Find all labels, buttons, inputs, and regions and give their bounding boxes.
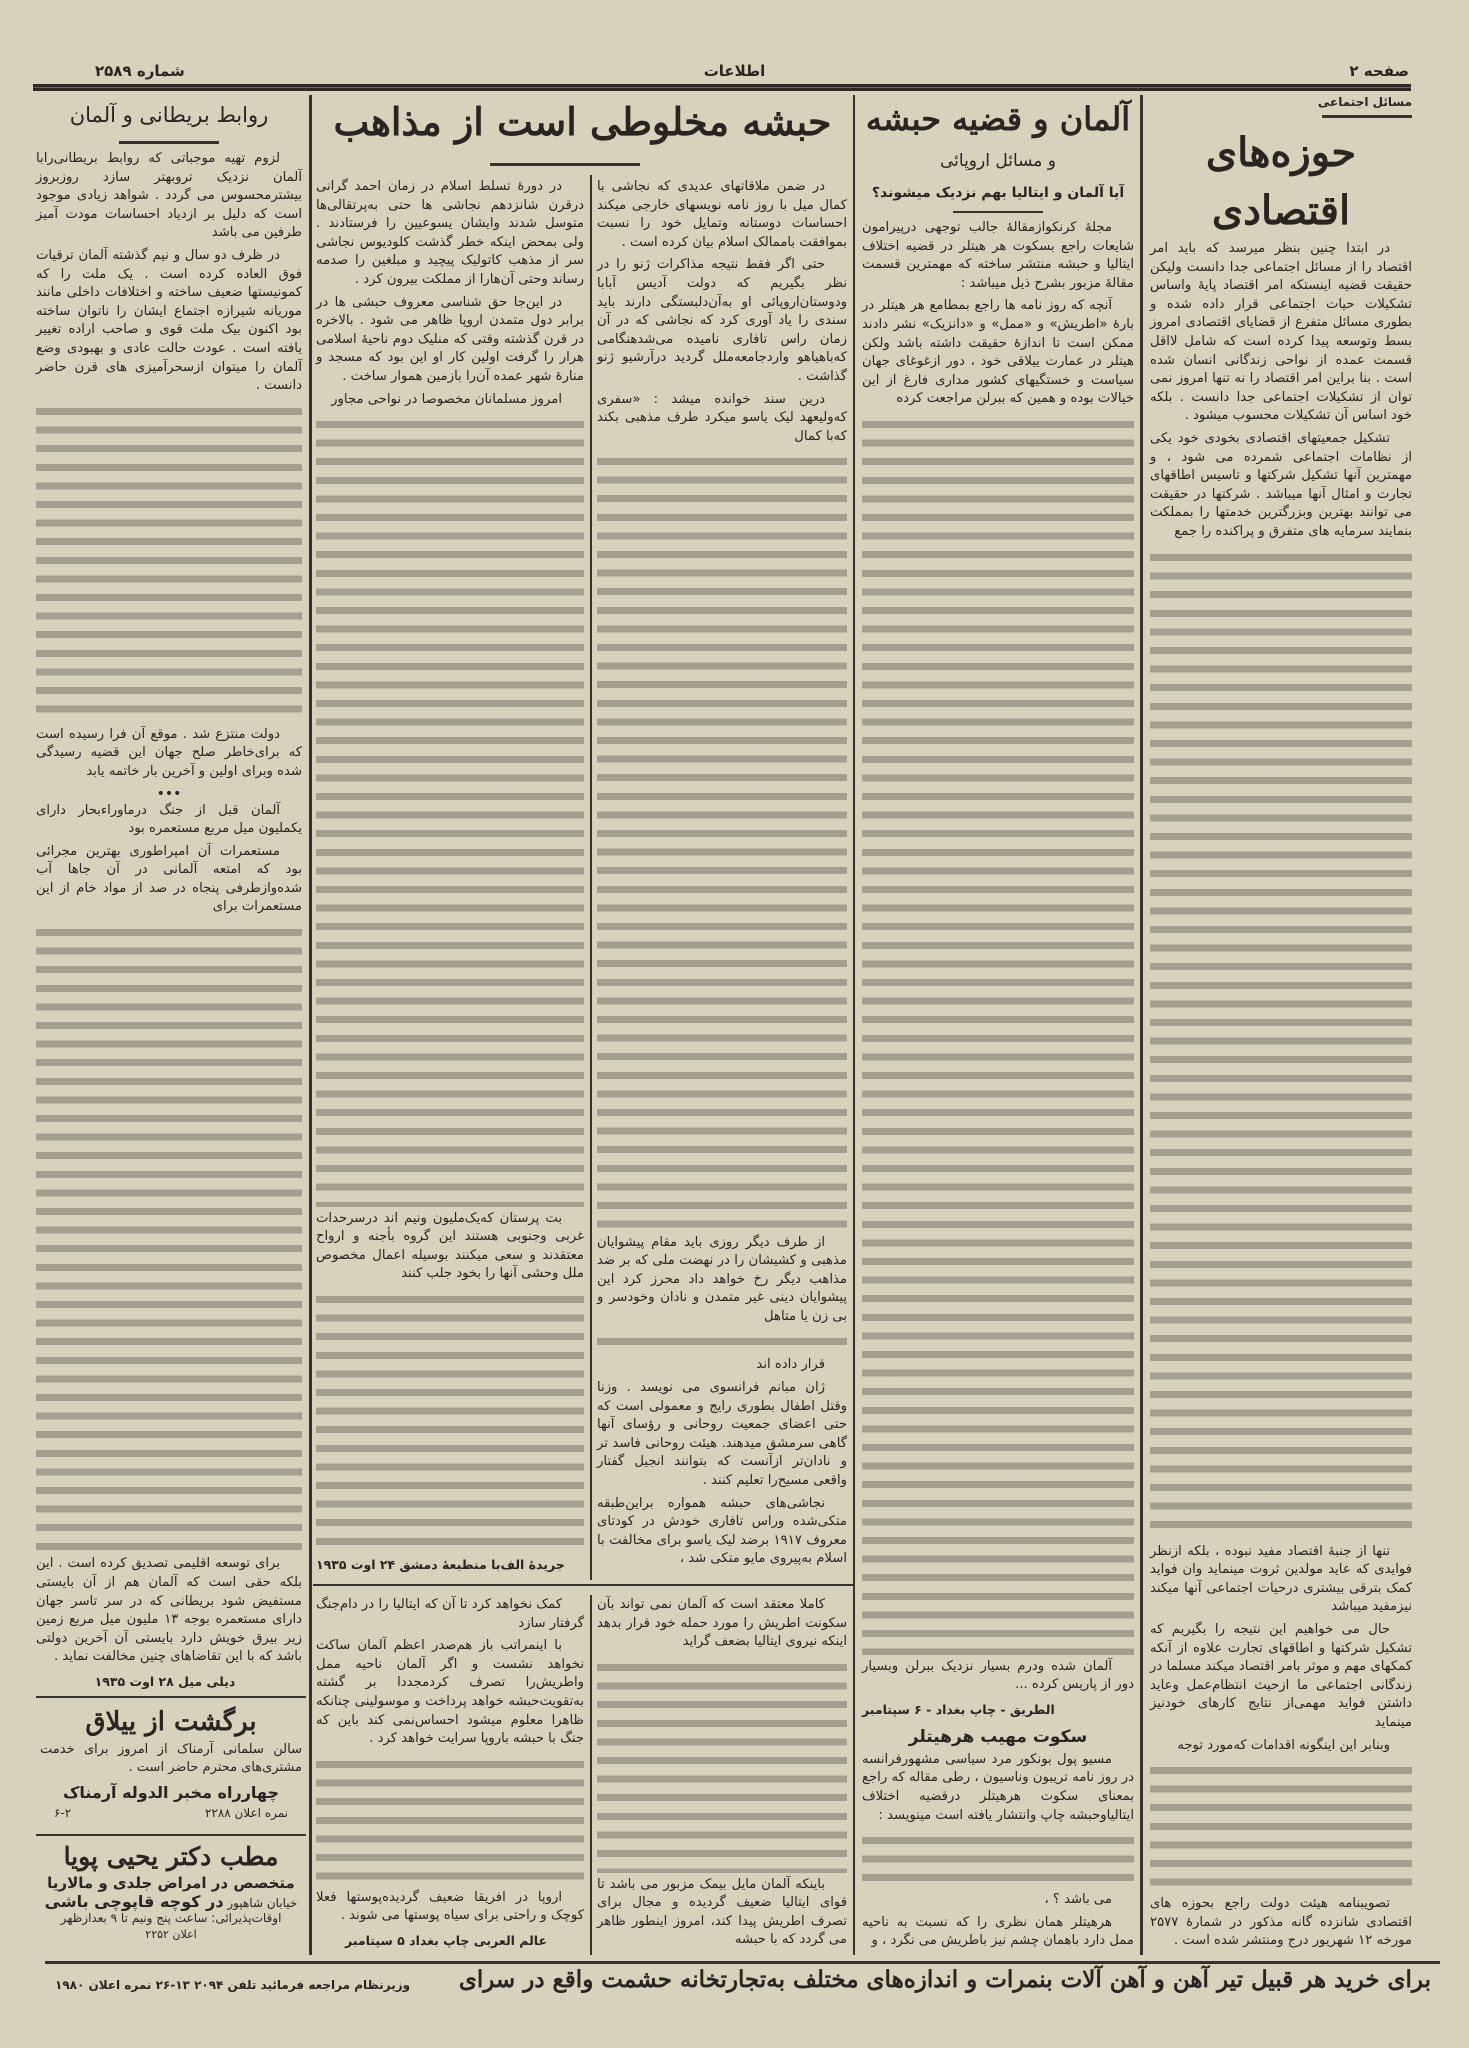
- paragraph: در این‌جا حق شناسی معروف حبشی ها در برابر دول متمدن اروپا ظاهر می شود . بالاخره در قرن گذشته وقتی که منلیک دوم ناحیهٔ اسلامی هرار را گرفت اولین کار او این بود که مسجد و منارهٔ شهر عمده آن‌را بازمین هموار ساخت .: [316, 294, 584, 384]
- headline: روابط بریطانی و آلمان: [69, 103, 269, 127]
- column-divider: [590, 1595, 592, 1955]
- paragraph: می باشد ؟ ،: [1044, 1892, 1112, 1908]
- paragraph: آلمان قبل از جنگ درماوراء‌بحار دارای یکملیون میل مربع مستعمره بود: [36, 802, 302, 837]
- article-britain-germany: [36, 95, 302, 1695]
- headline: آلمان و قضیه حبشه: [865, 100, 1131, 138]
- question-headline: آیا آلمان و ایتالیا بهم نزدیک میشوند؟: [871, 185, 1125, 201]
- ad-run: ۶-۲: [54, 1806, 72, 1820]
- article-economic-zones: [1150, 95, 1412, 1955]
- ad-street: خیابان شاهپور: [227, 1896, 298, 1910]
- illegible-text: [36, 403, 302, 723]
- footer-ad-main: برای خرید هر قبیل تیر آهن و آهن آلات بنمرات و اندازه‌های مختلف به‌تجارتخانه حشمت واقع در سرای: [458, 1966, 1431, 1993]
- subheadline: و مسائل اروپائی: [939, 151, 1057, 171]
- issue-number: شماره ۲۵۸۹: [95, 62, 185, 80]
- paragraph: مسیو پول بونکور مرد سیاسی مشهورفرانسه در روز نامه تریبون وناسیون ، رطی مقاله که راجع بمعنای سکوت هرهیتلر درقضیه اختلاف ایتالیاوحبشه چاپ وانتشار یافته است مینویسد :: [862, 1751, 1134, 1823]
- article-abyssinia-left-column: [316, 178, 584, 1578]
- headline: حوزه‌های اقتصادی: [1205, 129, 1357, 234]
- paragraph: وبنابر این اینگونه اقدامات که‌مورد توجه: [1177, 1737, 1390, 1753]
- paragraph: دولت منتزع شد . موقع آن فرا رسیده است که برای‌خاطر صلح جهان این قضیه رسیدگی شده وبرای اولین و آخرین بار خاتمه یابد: [36, 726, 302, 779]
- illegible-text: [316, 1291, 584, 1551]
- footer-rule: [45, 1961, 1440, 1964]
- paragraph: تنها از جنبهٔ اقتصاد مفید نبوده ، بلکه ازنظر فوایدی که عاید مولدین ثروت مینماید وان فواید کمک بترقی بیشتری درحیات اجتماعی آنها میکند نیزمفید میباشد: [1150, 1543, 1412, 1615]
- paragraph: با اینمراتب باز هم‌صدر اعظم آلمان ساکت نخواهد نشست و اگر آلمان ناحیه ممل واطریش‌را تصرف کردمجددا بر گشته به‌تقویت‌حبشه خواهد پرداخت و موسولینی چنانکه ظاهرا معلوم میشود احساس‌نمی کند باین که جنگ با حبشه باروپا سرایت خواهد کرد .: [316, 1638, 584, 1747]
- article-end-rule: [313, 1584, 853, 1586]
- paragraph: در دورهٔ تسلط اسلام در زمان احمد گرانی درقرن شانزدهم نجاشی ها حتی به‌پرتقالی‌ها متوسل شدند وایشان یسوعیین را فرستادند . ولی بمحض اینکه خطر گذشت کلودیوس نجاشی سر از مذهب کاتولیک پیچید و مبلغین را صدمه رساند وحتی آن‌هارا از مملکت بیرون کرد .: [316, 179, 584, 287]
- paragraph: ژان مبانم فرانسوی می نویسد . وزنا وقتل اطفال بطوری رایج و معمولی است که حتی اعضای جمعیت روحانی و رؤسای آنها گاهی سرمشق میدهند. هیئت روحانی فاسد تر و نادان‌تر ازآنست که بتوانند انجیل گفتار واقعی مسیح‌را تعلیم کنند .: [597, 1380, 847, 1489]
- subheadline: سکوت مهیب هرهیتلر: [908, 1726, 1088, 1747]
- paragraph: درین سند خوانده میشد : «سفری که‌ولیعهد لیک یاسو میکرد طرف مذهبی بکند که‌با کمال: [597, 391, 847, 444]
- illegible-text: [1150, 549, 1412, 1540]
- paragraph: کمک نخواهد کرد تا آن که ایتالیا را در دام‌جنگ گرفتار سازد: [316, 1597, 584, 1631]
- paragraph: نجاشی‌های حبشه همواره براین‌طبقه متکی‌شده وراس تافاری خودش در کودتای معروف ۱۹۱۷ برضد لیک یاسو برای مخالفت با اسلام به‌پیروی مایو متکی شد ،: [597, 1495, 847, 1567]
- illegible-text: [36, 924, 302, 1552]
- continuation-right-column: [597, 1596, 847, 1954]
- column-divider: [853, 95, 855, 1955]
- newspaper-name: اطلاعات: [703, 62, 766, 80]
- paragraph: آلمان شده ودرم بسیار نزدیک ببرلن وبسیار دور از پاریس کرده ...: [862, 1658, 1134, 1693]
- paragraph: مجلهٔ کرنکوازمقالهٔ جالب توجهی درپیرامون شایعات راجع بسکوت هر هیتلر در قضیه اختلاف ایتالیا و حبشه منتشر ساخته که مهمترین قسمت مقالهٔ مزبور بشرح ذیل میباشد :: [862, 220, 1134, 291]
- source-line: دیلی میل ۲۸ اوت ۱۹۳۵: [94, 1674, 236, 1689]
- column-divider: [1140, 95, 1143, 1955]
- rule: [953, 211, 1043, 213]
- rule: [490, 163, 640, 166]
- illegible-text: [862, 416, 1134, 1655]
- masthead-rule: [33, 84, 1411, 91]
- rule: [1322, 115, 1412, 118]
- paragraph: آنچه که روز نامه ها راجع بمطامع هر هیتلر در بارهٔ «اطریش» و «ممل» و «دانزیک» نشر دادند ممکن است تا اندازهٔ حقیقت داشته باشد ولکن هیتلر در عمارت ییلاقی خود ، دور ازغوغای جهان سیاست و خستگیهای کشور مداری فارغ از این خیالات بوده و همین که ببرلن مراجعت کرده: [862, 298, 1134, 407]
- rule: [36, 1834, 306, 1836]
- illegible-text: [597, 453, 847, 1230]
- paragraph: از طرف دیگر روزی باید مقام پیشوایان مذهبی و کشیشان را در نهضت ملی که بر ضد مذاهب دیگر رخ خواهد داد محرز کرد این پیشوایان دینی غیر متمدن و نادان وخودسر و بی زن یا متاهل: [597, 1234, 847, 1324]
- rule: [36, 1696, 306, 1698]
- paragraph: اروپا در افریقا ضعیف گردیده‌پوستها فعلا کوچک و راحتی برای سیاه پوستها می شوند .: [316, 1889, 584, 1924]
- ad-number: نمره اعلان ۲۲۸۸: [204, 1806, 288, 1820]
- illegible-text: [597, 1333, 847, 1353]
- footer-ad-small: وزیرنظام مراجعه فرمائید تلفن ۲۰۹۴ ۱۳-۲۶ نمره اعلان ۱۹۸۰: [55, 1978, 411, 1992]
- source-line: عالم العربی چاپ بغداد ۵ سپتامبر: [344, 1933, 548, 1948]
- paragraph: هرهیتلر همان نظری را که نسبت به ناحیه ممل دارد باهمان چشم نیز باطریش می نگرد ، و: [862, 1914, 1134, 1949]
- ad-title: برگشت از ییلاق: [85, 1707, 257, 1737]
- ad-barber: [40, 1703, 302, 1828]
- source-line: الطریق - چاپ بغداد - ۶ سپتامبر: [862, 1701, 1055, 1717]
- paragraph: در ابتدا چنین بنظر میرسد که باید امر اقتصاد را از مسائل اجتماعی جدا دانست ولیکن حقیقت قضیه اینستکه امر اقتصاد پایهٔ واساس تشکیلات حیات اجتماعی قرار داده شده و بطوری مسائل متفرع از قضایای اقتصادی امروز بسط وتوسعه پیدا کرده است که شامل لااقل قسمت عمده از نواحی زندگانی انسان شده است . بنا براین امر اقتصاد را نه تنها امروز نمی توان از تشکیلات اجتماعی جدا دانست . بلکه خود اساس آن تشکیلات محسوب میشود .: [1150, 241, 1412, 424]
- ad-number: اعلان ۲۲۵۲: [145, 1928, 197, 1941]
- paragraph: کاملا معتقد است که آلمان نمی تواند بآن سکونت اطریش را مورد حمله خود قرار بدهد اینکه نیروی ایتالیا بضعف گراید: [597, 1597, 847, 1650]
- source-line: جریدهٔ الف‌با منطبعهٔ دمشق ۲۴ اوت ۱۹۳۵: [316, 1557, 565, 1572]
- ad-specialty: متخصص در امراض جلدی و مالاریا: [47, 1874, 295, 1892]
- page-number: صفحه ۲: [1349, 62, 1409, 80]
- paragraph: امروز مسلمانان مخصوصا در نواحی مجاور: [331, 391, 562, 407]
- paragraph: مستعمرات آن امپراطوری بهترین مجرائی بود که امتعه آلمانی در آن جاها آب شده‌وازطرفی پنجاه در صد از مواد خام از این مستعمرات برای: [36, 843, 302, 915]
- continuation-left-column: [316, 1596, 584, 1954]
- illegible-text: [597, 1659, 847, 1873]
- paragraph: قرار داده اند: [756, 1357, 825, 1373]
- illegible-text: [316, 416, 584, 1207]
- paragraph: در ضمن ملاقاتهای عدیدی که نجاشی با کمال میل با روز نامه نویسهای خارجی میکند احساسات دوستانه وتمایل خود را نسبت بموافقت باممالک اسلام بیان کرده است .: [597, 179, 847, 250]
- ad-title: مطب دکتر یحیی پویا: [63, 1842, 279, 1871]
- paragraph: حتی اگر فقط نتیجه مذاکرات ژنو را در نظر بگیریم که دولت آدیس آبابا ودوستان‌اروپائی او به‌آن‌دلبستگی دارند باید سندی را یاد آوری کرد که نجاشی که در آن زمان راس تافاری نامیده می‌شدهنگامی که‌باهیاهو واردجامعه‌ملل گردید درآرشیو ژنو گذاشت .: [597, 257, 847, 384]
- article-abyssinia-right-column: [597, 178, 847, 1573]
- paragraph: برای توسعه اقلیمی تصدیق کرده است . این بلکه حقی است که آلمان هم از آن بایستی مستفیض شود بریطانی که در سر تاسر جهان دارای مستعمره بوجه ۱۳ ملیون میل مربع زمین زیر بیرق خویش دارد بایستی آن آخرین دولتی باشد که با این تقاضاهای چنین مخالفت نماید .: [36, 1556, 303, 1665]
- paragraph: باینکه آلمان مایل بیمک مزبور می باشد تا قوای ایتالیا ضعیف گردیده و مجال برای تصرف اطریش پیدا کند، امروز اینطور ظاهر می گردد که با حبشه: [597, 1876, 847, 1948]
- illegible-text: [316, 1756, 584, 1886]
- rule: [119, 141, 219, 144]
- illegible-text: [1150, 1762, 1412, 1892]
- paragraph: حال می خواهیم این نتیجه را بگیریم که تشکیل شرکتها و اطاقهای تجارت علاوه از آنکه کمکهای مهم و موثر بامر اقتصاد میکند مسلما در زندگانی اجتماعی ما ازحیث انتظام‌عمل وعاید داشتن فواید مهمی‌از نتایج کارهای خودنیز مینماید: [1150, 1622, 1412, 1731]
- ad-hours: اوقات‌پذیرائی: ساعت پنج ونیم تا ۹ بعدازظهر: [60, 1911, 282, 1925]
- column-divider: [590, 175, 592, 1580]
- ad-doctor: [40, 1840, 302, 1955]
- paragraph: در ظرف دو سال و نیم گذشته آلمان ترقیات فوق العاده کرده است . یک ملت را که کمونیستها ضعیف ساخته و اختلافات داخلی مانند موریانه شیرازه اجتماع ایشان را ناتوان ساخته بود اکنون بیک ملت قوی و صاحب اراده تغییر یافته است . عودت حالت عادی و بهبودی وضع آلمان را میتوان ازسحرآمیزی های قرن حاضر دانست .: [36, 247, 302, 394]
- paragraph: لزوم تهیه موجباتی که روابط بریطانی‌رابا آلمان نزدیک تروبهتر سازد روزبروز بیشترمحسوس می گردد . شواهد زیادی موجود است که دلیل بر ازدیاد احساسات مودت آمیز طرفین می باشد: [36, 151, 302, 241]
- section-kicker: مسائل اجتماعی: [1317, 95, 1412, 109]
- column-divider: [309, 95, 312, 1955]
- ad-body: سالن سلمانی آرمناک از امروز برای خدمت مشتری‌های محترم حاضر است .: [40, 1742, 302, 1775]
- paragraph: تشکیل جمعیتهای اقتصادی بخودی خود یکی از نظامات اجتماعی شمرده می شود ، و مهمترین آنها تشکیل شرکتها و تاسیس اطاقهای تجارت و امثال آنها میباشد . شرکتها در حقیقت می توانند بهترین وبزرگترین خدمتها را بمملکت بنمایند سرمایه های متفرق و پراکنده را جمع: [1150, 430, 1412, 539]
- illegible-text: [862, 1832, 1134, 1888]
- ad-address: در کوچه قاپوچی باشی: [44, 1892, 224, 1911]
- separator: •••: [156, 785, 182, 802]
- ad-address: چهارراه مخبر الدوله آرمناک: [63, 1783, 279, 1802]
- paragraph: تصویبنامه هیئت دولت راجع بحوزه های اقتصادی شانزده گانه مذکور در شمارهٔ ۲۵۷۷ مورخه ۱۲ شهریور درج ومنتشر شده است .: [1150, 1896, 1412, 1949]
- article-germany-abyssinia: [862, 95, 1134, 1955]
- headline: حبشه مخلوطی است از مذاهب: [333, 99, 832, 144]
- paragraph: بت پرستان که‌یک‌ملیون ونیم اند درسرحدات غربی وجنوبی هستند این گروه بأجنه و ارواح معتقدند و سعی میکنند بوسیله اعمال مخصوص ملل وحشی آنها را بخود جلب کنند: [316, 1210, 584, 1282]
